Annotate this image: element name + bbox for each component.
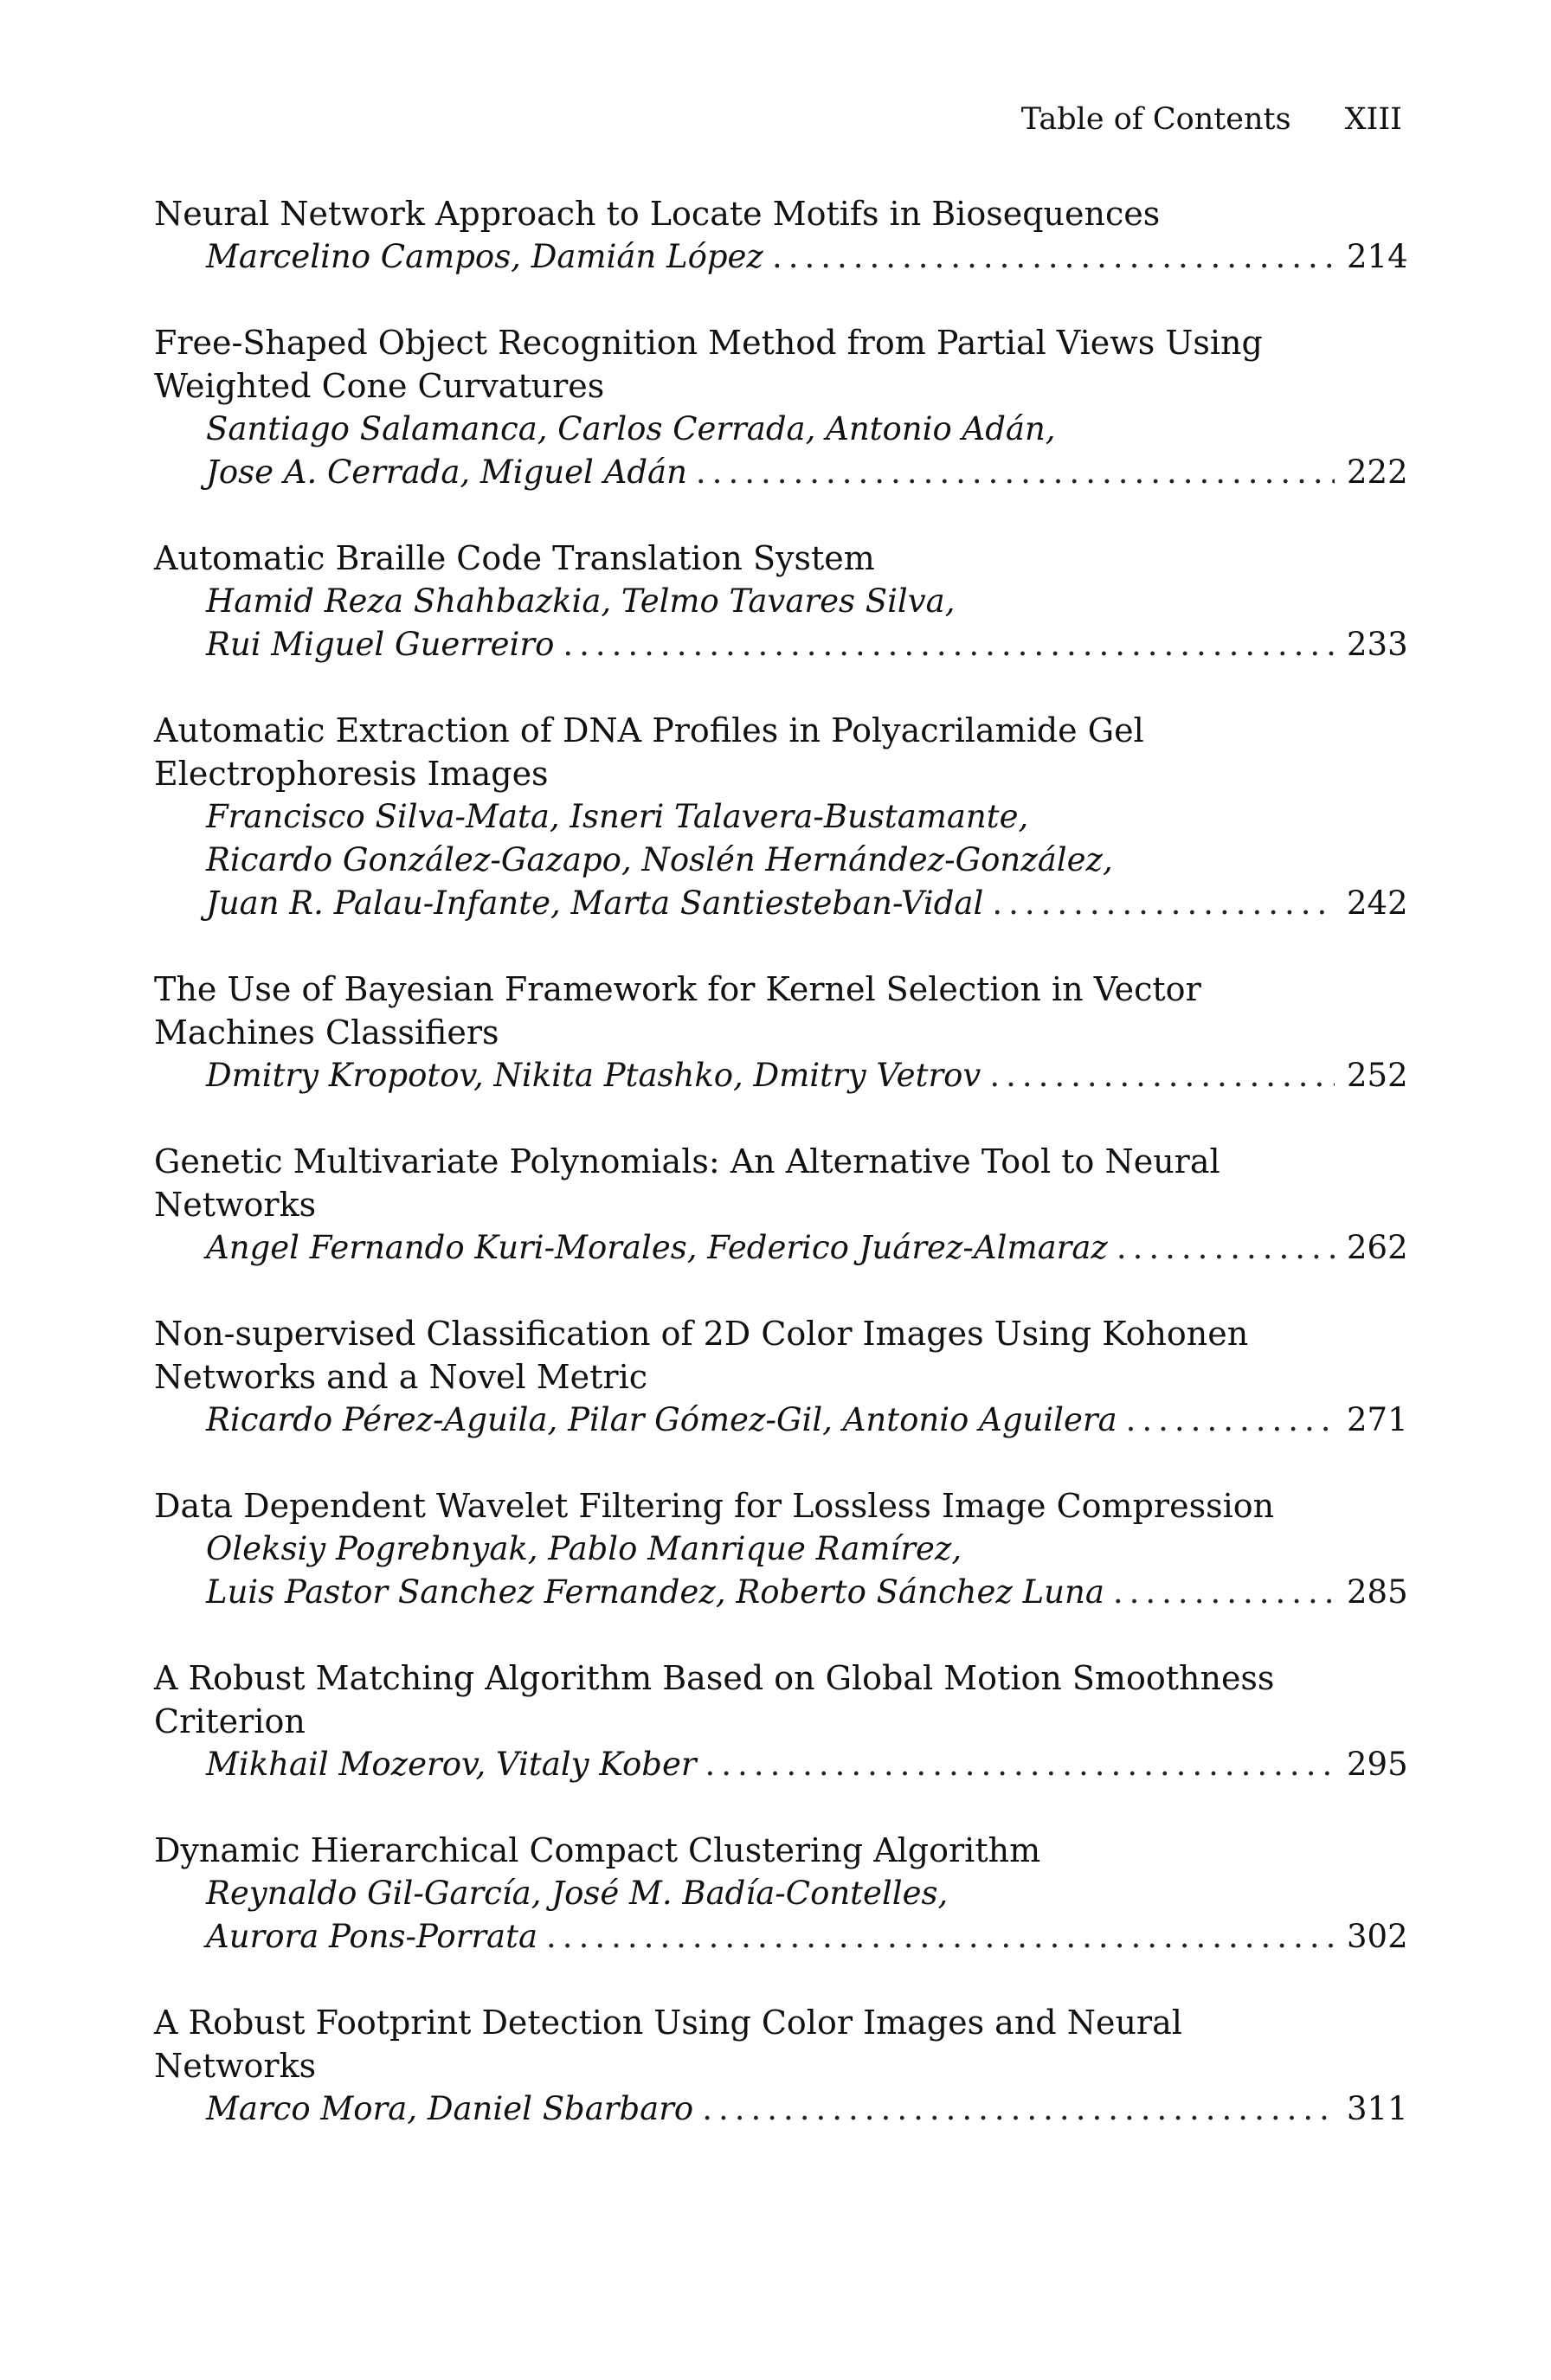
entry-page-number[interactable]: 252 (1347, 1057, 1408, 1094)
author-line: Santiago Salamanca, Carlos Cerrada, Antonio Adán, (206, 410, 1056, 447)
entry-authors (154, 795, 1408, 925)
author-line: Aurora Pons-Porrata (206, 1918, 538, 1955)
dot-leader (772, 235, 1335, 279)
entry-title: Non-supervised Classification of 2D Color Images Using Kohonen Networks and a Novel Metric (154, 1315, 1249, 1396)
toc-entry[interactable] (154, 192, 1408, 279)
entry-last-line (206, 882, 1408, 925)
entry-page-number[interactable]: 302 (1347, 1918, 1408, 1955)
entry-page-number[interactable]: 214 (1347, 238, 1408, 275)
author-line: Juan R. Palau-Infante, Marta Santiesteban-Vidal (206, 884, 984, 922)
table-of-contents (154, 192, 1408, 2173)
entry-last-line (206, 1571, 1408, 1614)
entry-page-number[interactable]: 295 (1347, 1746, 1408, 1783)
entry-page-number[interactable]: 242 (1347, 884, 1408, 922)
running-head (0, 102, 1402, 137)
author-line: Hamid Reza Shahbazkia, Telmo Tavares Silva, (206, 582, 956, 620)
entry-last-line (206, 1399, 1408, 1442)
entry-author-row (206, 580, 1402, 623)
entry-author-row (206, 1528, 1402, 1571)
toc-entry[interactable] (154, 321, 1408, 494)
entry-title: Neural Network Approach to Locate Motifs in Biosequences (154, 195, 1161, 233)
entry-page-number[interactable]: 285 (1347, 1573, 1408, 1611)
dot-leader (992, 882, 1335, 925)
author-line: Oleksiy Pogrebnyak, Pablo Manrique Ramírez, (206, 1530, 962, 1567)
entry-last-line (206, 1054, 1408, 1097)
entry-last-line (206, 1915, 1408, 1959)
entry-authors (154, 1528, 1408, 1614)
entry-authors (154, 1743, 1408, 1786)
author-line: Rui Miguel Guerreiro (206, 626, 555, 663)
entry-title: Genetic Multivariate Polynomials: An Alternative Tool to Neural Networks (154, 1142, 1220, 1224)
toc-entry[interactable] (154, 968, 1408, 1097)
entry-last-line (206, 1743, 1408, 1786)
entry-page-number[interactable]: 222 (1347, 453, 1408, 491)
toc-entry[interactable] (154, 2001, 1408, 2131)
author-line: Dmitry Kropotov, Nikita Ptashko, Dmitry Vetrov (206, 1057, 981, 1094)
entry-page-number[interactable]: 271 (1347, 1401, 1408, 1438)
entry-title: A Robust Matching Algorithm Based on Global Motion Smoothness Criterion (154, 1659, 1275, 1740)
entry-last-line (206, 623, 1408, 666)
author-line: Reynaldo Gil-García, José M. Badía-Contelles, (206, 1875, 949, 1912)
dot-leader (546, 1915, 1335, 1959)
dot-leader (696, 451, 1335, 494)
entry-authors (154, 580, 1408, 666)
toc-entry[interactable] (154, 1312, 1408, 1442)
entry-author-row (206, 1872, 1402, 1915)
dot-leader (989, 1054, 1335, 1097)
entry-authors (154, 1872, 1408, 1959)
running-head-title: Table of Contents (1020, 102, 1291, 137)
author-line: Jose A. Cerrada, Miguel Adán (206, 453, 687, 491)
author-line: Marcelino Campos, Damián López (206, 238, 763, 275)
dot-leader (705, 1743, 1335, 1786)
entry-last-line (206, 235, 1408, 279)
entry-title: Free-Shaped Object Recognition Method from Partial Views Using Weighted Cone Curvatures (154, 324, 1263, 405)
toc-entry[interactable] (154, 1140, 1408, 1270)
entry-title: Data Dependent Wavelet Filtering for Lossless Image Compression (154, 1487, 1275, 1525)
entry-title: Automatic Extraction of DNA Profiles in Polyacrilamide Gel Electrophoresis Images (154, 711, 1144, 793)
entry-page-number[interactable]: 262 (1347, 1229, 1408, 1266)
entry-author-row (206, 839, 1402, 882)
entry-last-line (206, 451, 1408, 494)
toc-entry[interactable] (154, 1829, 1408, 1959)
entry-authors (154, 235, 1408, 279)
entry-title: A Robust Footprint Detection Using Color Images and Neural Networks (154, 2004, 1182, 2085)
entry-title: Automatic Braille Code Translation System (154, 539, 875, 577)
author-line: Mikhail Mozerov, Vitaly Kober (206, 1746, 697, 1783)
author-line: Luis Pastor Sanchez Fernandez, Roberto Sánchez Luna (206, 1573, 1104, 1611)
entry-authors (154, 2087, 1408, 2131)
running-head-page-number: XIII (1344, 102, 1402, 137)
entry-authors (154, 1226, 1408, 1270)
entry-last-line (206, 1226, 1408, 1270)
dot-leader (702, 2087, 1335, 2131)
dot-leader (1113, 1571, 1335, 1614)
toc-entry[interactable] (154, 1484, 1408, 1614)
toc-entry[interactable] (154, 537, 1408, 666)
entry-page-number[interactable]: 311 (1347, 2090, 1408, 2127)
author-line: Ricardo González-Gazapo, Noslén Hernández-González, (206, 841, 1113, 878)
entry-authors (154, 1399, 1408, 1442)
author-line: Francisco Silva-Mata, Isneri Talavera-Bustamante, (206, 798, 1029, 835)
dot-leader (563, 623, 1335, 666)
entry-author-row (206, 408, 1402, 451)
entry-last-line (206, 2087, 1408, 2131)
author-line: Angel Fernando Kuri-Morales, Federico Juárez-Almaraz (206, 1229, 1108, 1266)
author-line: Marco Mora, Daniel Sbarbaro (206, 2090, 694, 2127)
entry-author-row (206, 795, 1402, 839)
entry-authors (154, 1054, 1408, 1097)
author-line: Ricardo Pérez-Aguila, Pilar Gómez-Gil, Antonio Aguilera (206, 1401, 1117, 1438)
entry-title: Dynamic Hierarchical Compact Clustering Algorithm (154, 1831, 1041, 1869)
dot-leader (1126, 1399, 1335, 1442)
entry-authors (154, 408, 1408, 494)
entry-title: The Use of Bayesian Framework for Kernel Selection in Vector Machines Classifiers (154, 970, 1201, 1052)
entry-page-number[interactable]: 233 (1347, 626, 1408, 663)
toc-entry[interactable] (154, 709, 1408, 925)
toc-entry[interactable] (154, 1656, 1408, 1786)
dot-leader (1117, 1226, 1335, 1270)
